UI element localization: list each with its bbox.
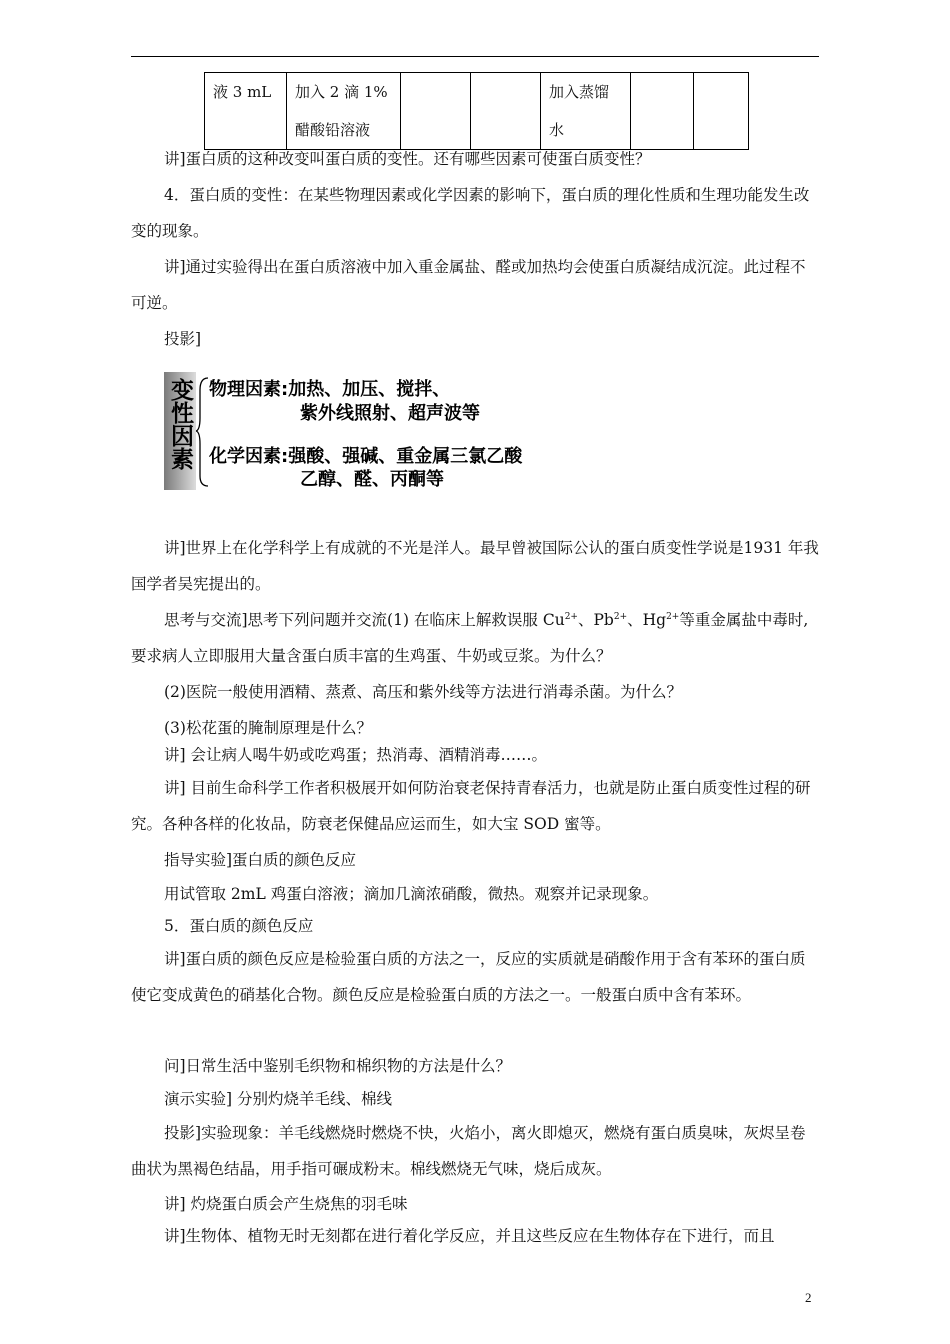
text-run: 思考与交流]思考下列问题并交流(1) 在临床上解救误服 Cu bbox=[164, 611, 565, 629]
superscript: 2+ bbox=[666, 611, 680, 622]
figure-side-bar bbox=[164, 372, 196, 490]
text-run: 等重金属盐中毒时,要求病人立即服用大量含蛋白质丰富的生鸡蛋、牛奶或豆浆。为什么？ bbox=[131, 611, 809, 665]
header-rule bbox=[131, 56, 819, 57]
paragraph: 讲]蛋白质的颜色反应是检验蛋白质的方法之一，反应的实质就是硝酸作用于含有苯环的蛋白质使它变成黄色的硝基化合物。颜色反应是检验蛋白质的方法之一。一般蛋白质中含有苯环。 bbox=[131, 950, 806, 1004]
paragraph: (3)松花蛋的腌制原理是什么？ bbox=[164, 719, 372, 737]
table-cell: 加入蒸馏水 bbox=[541, 73, 631, 150]
superscript: 2+ bbox=[564, 611, 578, 622]
table-cell: 加入 2 滴 1%醋酸铅溶液 bbox=[287, 73, 401, 150]
paragraph: 讲] 会让病人喝牛奶或吃鸡蛋；热消毒、酒精消毒……。 bbox=[164, 746, 547, 764]
paragraph: 讲]蛋白质的这种改变叫蛋白质的变性。还有哪些因素可使蛋白质变性？ bbox=[164, 150, 651, 168]
paragraph: 讲] 灼烧蛋白质会产生烧焦的羽毛味 bbox=[164, 1195, 408, 1213]
table-cell bbox=[401, 73, 471, 150]
superscript: 2+ bbox=[613, 611, 628, 622]
table-cell bbox=[631, 73, 694, 150]
physical-factors-line1: 物理因素:加热、加压、搅拌、 bbox=[209, 379, 451, 400]
table-row bbox=[205, 73, 749, 150]
paragraph: 用试管取 2mL 鸡蛋白溶液；滴加几滴浓硝酸，微热。观察并记录现象。 bbox=[164, 885, 659, 903]
physical-factors-line2: 紫外线照射、超声波等 bbox=[300, 403, 480, 424]
chemical-factors-line1: 化学因素:强酸、强碱、重金属三氯乙酸 bbox=[209, 446, 523, 467]
paragraph bbox=[131, 602, 821, 674]
paragraph: 4．蛋白质的变性：在某些物理因素或化学因素的影响下，蛋白质的理化性质和生理功能发生改变的现象。 bbox=[131, 186, 810, 240]
brace-icon bbox=[196, 372, 210, 490]
page-number: 2 bbox=[805, 1290, 812, 1305]
table-cell: 液 3 mL bbox=[205, 73, 287, 150]
text-run: 、Pb bbox=[577, 611, 614, 629]
paragraph: 投影]实验现象：羊毛线燃烧时燃烧不快，火焰小，离火即熄灭，燃烧有蛋白质臭味，灰烬呈卷曲状为黑褐色结晶，用手指可碾成粉末。棉线燃烧无气味，烧后成灰。 bbox=[131, 1124, 806, 1178]
paragraph: 指导实验]蛋白质的颜色反应 bbox=[164, 851, 357, 869]
paragraph: 讲]通过实验得出在蛋白质溶液中加入重金属盐、醛或加热均会使蛋白质凝结成沉淀。此过程不可逆。 bbox=[131, 258, 806, 312]
table-cell bbox=[694, 73, 749, 150]
figure-side-label: 变性因素 bbox=[167, 378, 193, 470]
experiment-table bbox=[204, 72, 749, 150]
paragraph: 讲] 目前生命科学工作者积极展开如何防治衰老保持青春活力，也就是防止蛋白质变性过程的研究。各种各样的化妆品，防衰老保健品应运而生，如大宝 SOD 蜜等。 bbox=[131, 779, 811, 833]
paragraph: (2)医院一般使用酒精、蒸煮、高压和紫外线等方法进行消毒杀菌。为什么？ bbox=[164, 683, 682, 701]
paragraph: 讲]生物体、植物无时无刻都在进行着化学反应，并且这些反应在生物体存在下进行，而且 bbox=[164, 1227, 775, 1245]
paragraph: 演示实验] 分别灼烧羊毛线、棉线 bbox=[164, 1090, 392, 1108]
table-cell bbox=[471, 73, 541, 150]
paragraph: 投影] bbox=[164, 330, 202, 348]
chemical-factors-line2: 乙醇、醛、丙酮等 bbox=[300, 469, 444, 490]
text-run: 、Hg bbox=[627, 611, 667, 629]
paragraph: 问]日常生活中鉴别毛织物和棉织物的方法是什么？ bbox=[164, 1057, 512, 1075]
denaturation-factors-figure bbox=[164, 372, 554, 492]
paragraph: 讲]世界上在化学科学上有成就的不光是洋人。最早曾被国际公认的蛋白质变性学说是1931 年我国学者吴宪提出的。 bbox=[131, 539, 819, 593]
paragraph: 5．蛋白质的颜色反应 bbox=[164, 917, 314, 935]
